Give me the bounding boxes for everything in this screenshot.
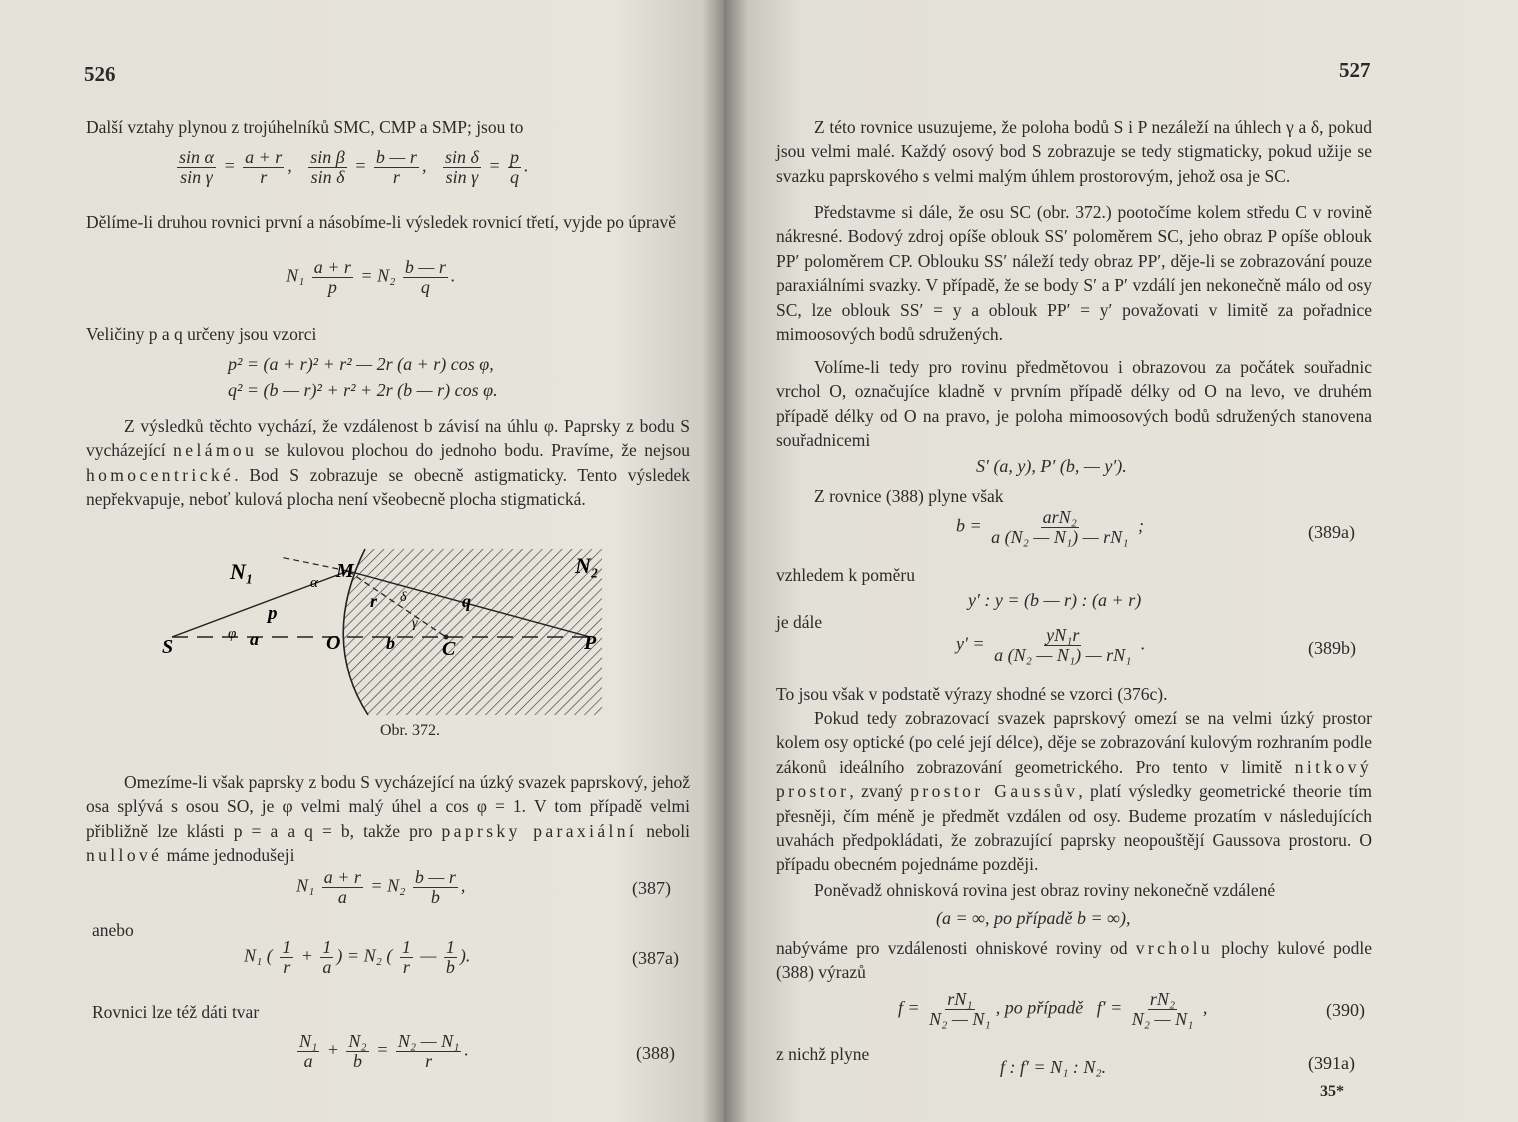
refraction-figure xyxy=(150,545,620,720)
label-o: O xyxy=(326,632,341,654)
coordinates: S′ (a, y), P′ (b, — y′). xyxy=(976,456,1127,476)
label-s: S xyxy=(162,636,174,658)
incident-ray xyxy=(172,571,348,637)
equation-387a: N₁ ( $\frac{1}{r}$ + $\frac{1}{a}$ ) = N₂ ( $\frac{1}{r}$ — $\frac{1}{b}$ ). xyxy=(244,937,471,977)
equation-387-tag: (387) xyxy=(632,878,671,898)
left-page xyxy=(0,0,724,1122)
equation-388: $\frac{\text{N₁}}{a}$ + $\frac{\text{N₂}}{b}$ = $\frac{\text{N₂ — N₁}}{r}$ . xyxy=(299,1031,469,1071)
equation-p-squared: p² = (a + r)² + r² — 2r (a + r) cos φ, xyxy=(228,354,494,374)
paragraph-r8: nabýváme pro vzdálenosti ohniskové roviny od vrcholu plochy kulové podle (388) výrazů xyxy=(776,938,1372,983)
paragraph-r7: Poněvadž ohnisková rovina jest obraz roviny nekonečně vzdálené xyxy=(814,880,1276,900)
paragraph-4: Z výsledků těchto vychází, že vzdálenost b závisí na úhlu φ. Paprsky z bodu S vycházející nelámou se kulovou plochou do jednoho bodu. Pravíme, že nejsou homocentrické. Bod S zobrazuje se obecně astigmaticky. Tento výsledek nepřekvapuje, neboť kulová plocha není všeobecně plocha stigmatická. xyxy=(86,416,690,510)
label-a: a xyxy=(250,629,259,649)
label-gamma: γ xyxy=(412,616,418,631)
label-n1: N₁ xyxy=(230,559,254,584)
paragraph-3: Veličiny p a q určeny jsou vzorci xyxy=(86,324,317,344)
equation-389a: b = $\frac{\text{arN₂}}{\text{a (N₂ — N₁) — rN₁}}$ ; xyxy=(956,507,1144,547)
equation-389a-tag: (389a) xyxy=(1308,522,1355,542)
equation-ratio: y′ : y = (b — r) : (a + r) xyxy=(968,590,1142,610)
signature-mark: 35* xyxy=(1320,1083,1344,1100)
label-p-distance: p xyxy=(268,603,278,624)
equation-388-tag: (388) xyxy=(636,1043,675,1063)
paragraph-r5: To jsou však v podstatě výrazy shodné se vzorci (376c). xyxy=(776,684,1168,704)
equation-infinity: (a = ∞, po případě b = ∞), xyxy=(936,908,1131,928)
paragraph-r6: Pokud tedy zobrazovací svazek paprskový omezí se na velmi úzký prostor kolem osy optické (po celé její délce), děje se zobrazování kulovým rozhraním podle zákonů ideálního zobrazování geometrického. Pro tento v limitě nitkový prostor, zvaný prostor Gaussův, platí výsledky geometrické theorie tím přesněji, čím méně je předmět vzdálen od osy. Budeme prozatím v následujících uvahách předpokládati, že zobrazující paprsky neopouštějí Gaussova prostoru. O případu obecném pojednáme později. xyxy=(776,708,1372,875)
paragraph-2: Dělíme-li druhou rovnici první a násobíme-li výsledek rovnicí třetí, vyjde po úpravě xyxy=(86,212,676,232)
text-z-nichz: z nichž plyne xyxy=(776,1044,870,1064)
page-number-left: 526 xyxy=(84,62,116,86)
equation-387a-tag: (387a) xyxy=(632,948,679,968)
right-page xyxy=(724,0,1518,1122)
label-m: M xyxy=(336,560,354,582)
label-n2: N₂ xyxy=(575,553,599,578)
label-r: r xyxy=(370,591,378,611)
label-c: C xyxy=(442,638,456,660)
page-number-right: 527 xyxy=(1339,58,1371,82)
paragraph-6: Rovnici lze též dáti tvar xyxy=(92,1002,260,1022)
text-je-dale: je dále xyxy=(776,612,823,632)
equation-391a-tag: (391a) xyxy=(1308,1053,1355,1073)
paragraph-r1: Z této rovnice usuzujeme, že poloha bodů S i P nezáleží na úhlech γ a δ, pokud jsou velmi malé. Každý osový bod S zobrazuje se tedy stigmaticky, pokud užije se svazku paprskového s velmi malým úhlem prostorovým, jehož osa je SC. xyxy=(776,117,1372,186)
label-delta: δ xyxy=(400,590,407,605)
equation-387: N₁ $\frac{a + r}{a}$ = N₂ $\frac{b — r}{b}$ , xyxy=(296,867,466,907)
text-anebo: anebo xyxy=(92,920,134,940)
label-q: q xyxy=(462,591,471,611)
label-b: b xyxy=(386,633,395,653)
label-alpha: α xyxy=(310,575,318,591)
paragraph-r4: Z rovnice (388) plyne však xyxy=(814,486,1004,506)
equation-390: f = $\frac{\text{rN₁}}{\text{N₂ — N₁}}$ , po případě f′ = $\frac{\text{rN₂}}{\text{N₂ — N₁}}$ , xyxy=(898,989,1208,1029)
equation-390-tag: (390) xyxy=(1326,1000,1365,1020)
equation-divided: N₁ $\frac{a + r}{p}$ = N₂ $\frac{b — r}{q}$ . xyxy=(286,257,456,297)
equation-sines: $\frac{\text{sin α}}{\text{sin γ}}$ = $\frac{a + r}{r}$ , $\frac{\text{sin β}}{\text{sin δ}}$ = $\frac{b — r}{r}$ , $\frac{\text{sin δ}}{\text{sin γ}}$ = $\frac{p}{q}$ . xyxy=(179,147,529,187)
label-phi: φ xyxy=(228,626,237,642)
label-p-point: P xyxy=(584,632,597,654)
figure-caption: Obr. 372. xyxy=(380,722,440,739)
equation-389b-tag: (389b) xyxy=(1308,638,1356,658)
paragraph-1: Další vztahy plynou z trojúhelníků SMC, CMP a SMP; jsou to xyxy=(86,117,524,137)
equation-389b: y′ = $\frac{\text{yN₁r}}{\text{a (N₂ — N₁) — rN₁}}$ . xyxy=(956,625,1146,665)
paragraph-r2: Představme si dále, že osu SC (obr. 372.) pootočíme kolem středu C v rovině nákresné. Bodový zdroj opíše oblouk SS′ poloměrem SC, jeho obraz P opíše oblouk PP′ poloměrem CP. Oblouku SS′ náleží tedy obraz PP′, děje-li se zobrazování pouze paraxiálními svazky. V případě, že se body S′ a P′ vzdálí jen nekonečně málo od osy SC, lze oblouk SS′ = y a oblouk PP′ = y′ považovati v limitě za pořadnice mimoosových bodů sdružených. xyxy=(776,202,1372,345)
equation-391a: f : f′ = N₁ : N₂. xyxy=(1000,1057,1107,1077)
paragraph-r3: Volíme-li tedy pro rovinu předmětovou i obrazovou za počátek souřadnic vrchol O, označujíce kladně v prvním případě délky od O na levo, ve druhém případě délky od O na pravo, je poloha mimoosových bodů sdružených stanovena souřadnicemi xyxy=(776,357,1372,451)
glass-medium xyxy=(343,549,602,715)
text-vzhledem: vzhledem k poměru xyxy=(776,565,915,585)
equation-q-squared: q² = (b — r)² + r² + 2r (b — r) cos φ. xyxy=(228,380,498,400)
paragraph-5: Omezíme-li však paprsky z bodu S vycházející na úzký svazek paprskový, jehož osa splývá s osou SO, je φ velmi malý úhel a cos φ = 1. V tom případě velmi přibližně lze klásti p = a a q = b, takže pro paprsky paraxiální neboli nullové máme jednodušeji xyxy=(86,772,691,866)
